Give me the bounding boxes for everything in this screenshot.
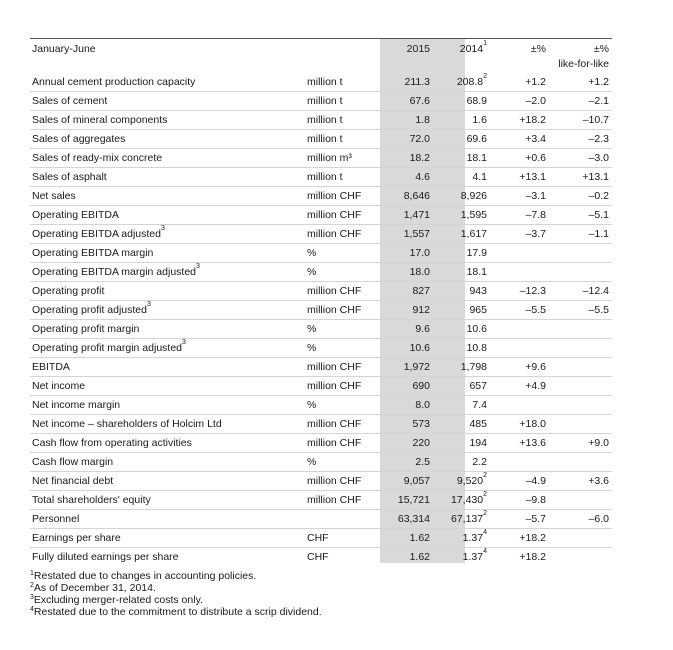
row-label: Net income margin bbox=[32, 399, 121, 411]
row-unit: CHF bbox=[307, 551, 329, 563]
value-2014: 485 bbox=[469, 418, 487, 430]
value-2015: 220 bbox=[412, 437, 430, 449]
change-percent: –5.7 bbox=[525, 513, 546, 525]
table-row bbox=[30, 529, 612, 548]
row-unit: CHF bbox=[307, 532, 329, 544]
row-label: Operating EBITDA adjusted$^3$ bbox=[32, 225, 165, 240]
header-period: January-June bbox=[32, 43, 96, 55]
change-percent: +18.0 bbox=[519, 418, 546, 430]
change-percent: –9.8 bbox=[525, 494, 546, 506]
table-row bbox=[30, 320, 612, 339]
row-unit: million CHF bbox=[307, 494, 362, 506]
change-like-for-like: –3.0 bbox=[588, 152, 609, 164]
table-row bbox=[30, 92, 612, 111]
change-percent: +13.1 bbox=[519, 171, 546, 183]
change-percent: –3.1 bbox=[525, 190, 546, 202]
row-unit: % bbox=[307, 399, 317, 411]
row-unit: million CHF bbox=[307, 209, 362, 221]
row-label: EBITDA bbox=[32, 361, 70, 373]
row-label: Operating profit adjusted$^3$ bbox=[32, 301, 151, 316]
change-percent: –5.5 bbox=[525, 304, 546, 316]
value-2015: 18.2 bbox=[409, 152, 430, 164]
change-percent: +9.6 bbox=[525, 361, 546, 373]
row-unit: % bbox=[307, 266, 317, 278]
row-unit: million CHF bbox=[307, 190, 362, 202]
row-label: Sales of ready-mix concrete bbox=[32, 152, 163, 164]
change-percent: +13.6 bbox=[519, 437, 546, 449]
footnote-ref: 3 bbox=[196, 263, 200, 270]
row-unit: million CHF bbox=[307, 475, 362, 487]
value-2015: 17.0 bbox=[409, 247, 430, 259]
row-label: Fully diluted earnings per share bbox=[32, 551, 179, 563]
change-percent: –2.0 bbox=[525, 95, 546, 107]
value-2014: 1.37$^4$ bbox=[462, 529, 487, 544]
header-row-2 bbox=[30, 55, 612, 74]
value-2015: 8,646 bbox=[403, 190, 430, 202]
value-2015: 2.5 bbox=[415, 456, 430, 468]
value-2014: 67,137$^2$ bbox=[450, 510, 487, 525]
footnote: $^4$Restated due to the commitment to distribute a scrip dividend. bbox=[30, 606, 322, 618]
header-2014: 2014$^1$ bbox=[459, 40, 487, 55]
table-row bbox=[30, 472, 612, 491]
table-row bbox=[30, 130, 612, 149]
table-row bbox=[30, 73, 612, 92]
value-2014: 69.6 bbox=[466, 133, 487, 145]
value-2014: 17.9 bbox=[466, 247, 487, 259]
row-unit: million t bbox=[307, 114, 343, 126]
row-unit: % bbox=[307, 342, 317, 354]
table-row bbox=[30, 377, 612, 396]
footnote-ref: 3 bbox=[161, 225, 165, 232]
row-unit: million CHF bbox=[307, 285, 362, 297]
value-2015: 827 bbox=[412, 285, 430, 297]
value-2015: 67.6 bbox=[409, 95, 430, 107]
row-label: Net income – shareholders of Holcim Ltd bbox=[32, 418, 222, 430]
value-2015: 573 bbox=[412, 418, 430, 430]
row-label: Sales of mineral components bbox=[32, 114, 168, 126]
row-unit: million t bbox=[307, 171, 343, 183]
table-row bbox=[30, 339, 612, 358]
row-label: Operating profit bbox=[32, 285, 105, 297]
change-like-for-like: –5.5 bbox=[588, 304, 609, 316]
value-2014: 8,926 bbox=[460, 190, 487, 202]
table-row bbox=[30, 168, 612, 187]
table-row bbox=[30, 206, 612, 225]
change-percent: +18.2 bbox=[519, 114, 546, 126]
row-label: Operating EBITDA bbox=[32, 209, 119, 221]
footnote-ref: 4 bbox=[483, 529, 487, 536]
table-row bbox=[30, 548, 612, 567]
value-2015: 912 bbox=[412, 304, 430, 316]
value-2015: 72.0 bbox=[409, 133, 430, 145]
value-2015: 18.0 bbox=[409, 266, 430, 278]
value-2014: 9,520$^2$ bbox=[456, 472, 487, 487]
value-2014: 10.6 bbox=[466, 323, 487, 335]
footnote-ref: 4 bbox=[483, 548, 487, 555]
change-like-for-like: +9.0 bbox=[588, 437, 609, 449]
row-label: Earnings per share bbox=[32, 532, 121, 544]
change-like-for-like: –5.1 bbox=[588, 209, 609, 221]
row-unit: million CHF bbox=[307, 304, 362, 316]
value-2015: 15,721 bbox=[397, 494, 430, 506]
row-label: Net financial debt bbox=[32, 475, 114, 487]
table-row bbox=[30, 358, 612, 377]
table-row bbox=[30, 149, 612, 168]
row-unit: million m³ bbox=[307, 152, 352, 164]
change-percent: –12.3 bbox=[519, 285, 546, 297]
row-label: Cash flow from operating activities bbox=[32, 437, 192, 449]
table-row bbox=[30, 434, 612, 453]
row-unit: million t bbox=[307, 133, 343, 145]
change-percent: +1.2 bbox=[525, 76, 546, 88]
row-unit: million CHF bbox=[307, 228, 362, 240]
change-like-for-like: +3.6 bbox=[588, 475, 609, 487]
row-unit: million CHF bbox=[307, 437, 362, 449]
change-percent: –4.9 bbox=[525, 475, 546, 487]
value-2015: 9.6 bbox=[415, 323, 430, 335]
table-row bbox=[30, 244, 612, 263]
table-row bbox=[30, 282, 612, 301]
row-label: Operating profit margin bbox=[32, 323, 140, 335]
value-2015: 1.8 bbox=[415, 114, 430, 126]
change-percent: +4.9 bbox=[525, 380, 546, 392]
value-2015: 1,972 bbox=[403, 361, 430, 373]
row-label: Net income bbox=[32, 380, 86, 392]
change-like-for-like: –6.0 bbox=[588, 513, 609, 525]
row-label: Annual cement production capacity bbox=[32, 76, 196, 88]
change-like-for-like: –2.3 bbox=[588, 133, 609, 145]
value-2015: 1,557 bbox=[403, 228, 430, 240]
footnote-ref: 2 bbox=[483, 510, 487, 517]
value-2014: 7.4 bbox=[472, 399, 487, 411]
table-row bbox=[30, 225, 612, 244]
value-2014: 1.6 bbox=[472, 114, 487, 126]
header-lfl-top: ±% bbox=[593, 43, 609, 55]
value-2015: 10.6 bbox=[409, 342, 430, 354]
row-unit: million t bbox=[307, 95, 343, 107]
value-2014: 1,595 bbox=[460, 209, 487, 221]
table-row bbox=[30, 396, 612, 415]
value-2014: 10.8 bbox=[466, 342, 487, 354]
row-label: Operating profit margin adjusted$^3$ bbox=[32, 339, 186, 354]
top-rule bbox=[30, 38, 612, 39]
value-2014: 1,617 bbox=[460, 228, 487, 240]
row-unit: million CHF bbox=[307, 361, 362, 373]
header-change: ±% bbox=[530, 43, 546, 55]
change-like-for-like: –1.1 bbox=[588, 228, 609, 240]
header-2015: 2015 bbox=[406, 43, 430, 55]
value-2014: 194 bbox=[469, 437, 487, 449]
header-lfl-bottom: like-for-like bbox=[558, 58, 609, 70]
table-row bbox=[30, 415, 612, 434]
row-label: Operating EBITDA margin bbox=[32, 247, 154, 259]
footnote-ref: 2 bbox=[483, 73, 487, 80]
change-percent: +18.2 bbox=[519, 551, 546, 563]
footnote: $^1$Restated due to changes in accounting policies. bbox=[30, 570, 257, 582]
change-percent: –7.8 bbox=[525, 209, 546, 221]
value-2014: 657 bbox=[469, 380, 487, 392]
table-row bbox=[30, 453, 612, 472]
row-label: Sales of aggregates bbox=[32, 133, 126, 145]
row-unit: million CHF bbox=[307, 380, 362, 392]
change-like-for-like: –0.2 bbox=[588, 190, 609, 202]
row-label: Personnel bbox=[32, 513, 80, 525]
value-2014: 18.1 bbox=[466, 152, 487, 164]
change-like-for-like: –2.1 bbox=[588, 95, 609, 107]
row-unit: % bbox=[307, 247, 317, 259]
change-like-for-like: –12.4 bbox=[582, 285, 609, 297]
value-2015: 690 bbox=[412, 380, 430, 392]
change-like-for-like: +1.2 bbox=[588, 76, 609, 88]
value-2014: 68.9 bbox=[466, 95, 487, 107]
row-label: Total shareholders' equity bbox=[32, 494, 151, 506]
value-2014: 2.2 bbox=[472, 456, 487, 468]
value-2014: 943 bbox=[469, 285, 487, 297]
footnote-ref: 2 bbox=[483, 472, 487, 479]
value-2015: 9,057 bbox=[403, 475, 430, 487]
footnote-ref: 3 bbox=[182, 339, 186, 346]
change-percent: +18.2 bbox=[519, 532, 546, 544]
table-row bbox=[30, 187, 612, 206]
value-2015: 1.62 bbox=[409, 532, 430, 544]
value-2014: 1,798 bbox=[460, 361, 487, 373]
value-2014: 17,430$^2$ bbox=[450, 491, 487, 506]
row-unit: % bbox=[307, 456, 317, 468]
row-label: Sales of cement bbox=[32, 95, 108, 107]
footnote-ref: 3 bbox=[147, 301, 151, 308]
change-percent: –3.7 bbox=[525, 228, 546, 240]
row-label: Sales of asphalt bbox=[32, 171, 107, 183]
row-label: Operating EBITDA margin adjusted$^3$ bbox=[32, 263, 200, 278]
value-2015: 4.6 bbox=[415, 171, 430, 183]
value-2015: 8.0 bbox=[415, 399, 430, 411]
table-row bbox=[30, 263, 612, 282]
row-unit: % bbox=[307, 323, 317, 335]
footnote-ref: 2 bbox=[483, 491, 487, 498]
value-2015: 63,314 bbox=[397, 513, 430, 525]
row-label: Cash flow margin bbox=[32, 456, 114, 468]
value-2015: 211.3 bbox=[404, 76, 430, 88]
row-label: Net sales bbox=[32, 190, 76, 202]
footnote: $^2$As of December 31, 2014. bbox=[30, 582, 156, 594]
table-row bbox=[30, 510, 612, 529]
value-2015: 1,471 bbox=[403, 209, 430, 221]
value-2014: 965 bbox=[469, 304, 487, 316]
row-unit: million t bbox=[307, 76, 343, 88]
value-2015: 1.62 bbox=[409, 551, 430, 563]
change-percent: +0.6 bbox=[525, 152, 546, 164]
value-2014: 1.37$^4$ bbox=[462, 548, 487, 563]
footnote: $^3$Excluding merger-related costs only. bbox=[30, 594, 203, 606]
table-row bbox=[30, 301, 612, 320]
value-2014: 18.1 bbox=[466, 266, 487, 278]
change-like-for-like: –10.7 bbox=[582, 114, 609, 126]
change-percent: +3.4 bbox=[525, 133, 546, 145]
row-unit: million CHF bbox=[307, 418, 362, 430]
table-row bbox=[30, 111, 612, 130]
table-row bbox=[30, 491, 612, 510]
value-2014: 208.8$^2$ bbox=[456, 73, 487, 88]
change-like-for-like: +13.1 bbox=[582, 171, 609, 183]
value-2014: 4.1 bbox=[472, 171, 487, 183]
